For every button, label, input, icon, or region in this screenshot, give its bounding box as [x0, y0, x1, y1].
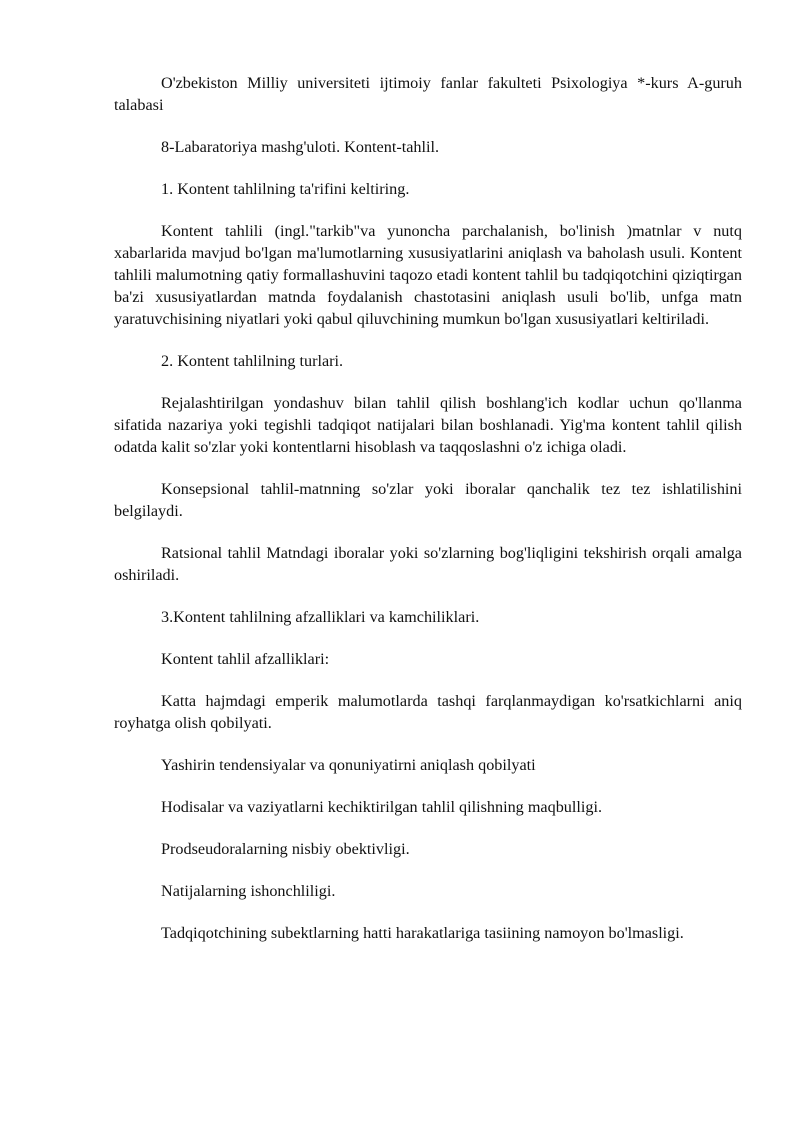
advantage-item-3: Hodisalar va vaziyatlarni kechiktirilgan tahlil qilishning maqbulligi. — [161, 798, 603, 816]
advantage-item-2: Yashirin tendensiyalar va qonuniyatirni aniqlash qobilyati — [161, 756, 536, 774]
paragraph-relational-analysis: Ratsional tahlil Matndagi iboralar yoki so'zlarning bog'liqligini tekshirish orqali amalga oshiriladi. — [114, 544, 742, 584]
advantage-item-6: Tadqiqotchining subektlarning hatti harakatlariga tasiining namoyon bo'lmasligi. — [161, 924, 684, 942]
paragraph-planned-approach: Rejalashtirilgan yondashuv bilan tahlil qilish boshlang'ich kodlar uchun qo'llanma sifatida nazariya yoki tegishli tadqiqot natijalari bilan boshlanadi. Yig'ma kontent tahlil qilish odatda kalit so'zlar yoki kontentlarni hisoblash va taqqoslashni o'z ichiga oladi. — [114, 394, 742, 456]
section-heading-2: 2. Kontent tahlilning turlari. — [161, 352, 344, 370]
advantage-item-5: Natijalarning ishonchliligi. — [161, 882, 336, 900]
advantages-heading: Kontent tahlil afzalliklari: — [161, 650, 330, 668]
paragraph-definition: Kontent tahlili (ingl."tarkib"va yunoncha parchalanish, bo'linish )matnlar v nutq xabarlarida mavjud bo'lgan ma'lumotlarning xususiyatlarini aniqlash va baholash usuli. Kontent tahlili malumotning qatiy formallashuvini taqozo etadi kontent tahlil bu tadqiqotchini qiziqtirgan ba'zi xususiyatlardan matnda foydalanish chastotasini aniqlash usuli bo'lib, unfga matn yaratuvchisining niyatlari yoki qabul qiluvchining mumkun bo'lgan xususiyatlari keltiriladi. — [114, 222, 742, 328]
paragraph-conceptual-analysis: Konsepsional tahlil-matnning so'zlar yoki iboralar qanchalik tez tez ishlatilishini belgilaydi. — [114, 480, 742, 520]
section-heading-1: 1. Kontent tahlilning ta'rifini keltiring. — [161, 180, 410, 198]
section-heading-3: 3.Kontent tahlilning afzalliklari va kamchiliklari. — [161, 608, 480, 626]
lab-title: 8-Labaratoriya mashg'uloti. Kontent-tahlil. — [161, 138, 440, 156]
advantage-item-4: Prodseudoralarning nisbiy obektivligi. — [161, 840, 410, 858]
document-page — [114, 72, 742, 944]
header-affiliation: O'zbekiston Milliy universiteti ijtimoiy fanlar fakulteti Psixologiya *-kurs A-guruh talabasi — [114, 74, 742, 114]
advantage-item-1: Katta hajmdagi emperik malumotlarda tashqi farqlanmaydigan ko'rsatkichlarni aniq royhatga olish qobilyati. — [114, 692, 742, 732]
